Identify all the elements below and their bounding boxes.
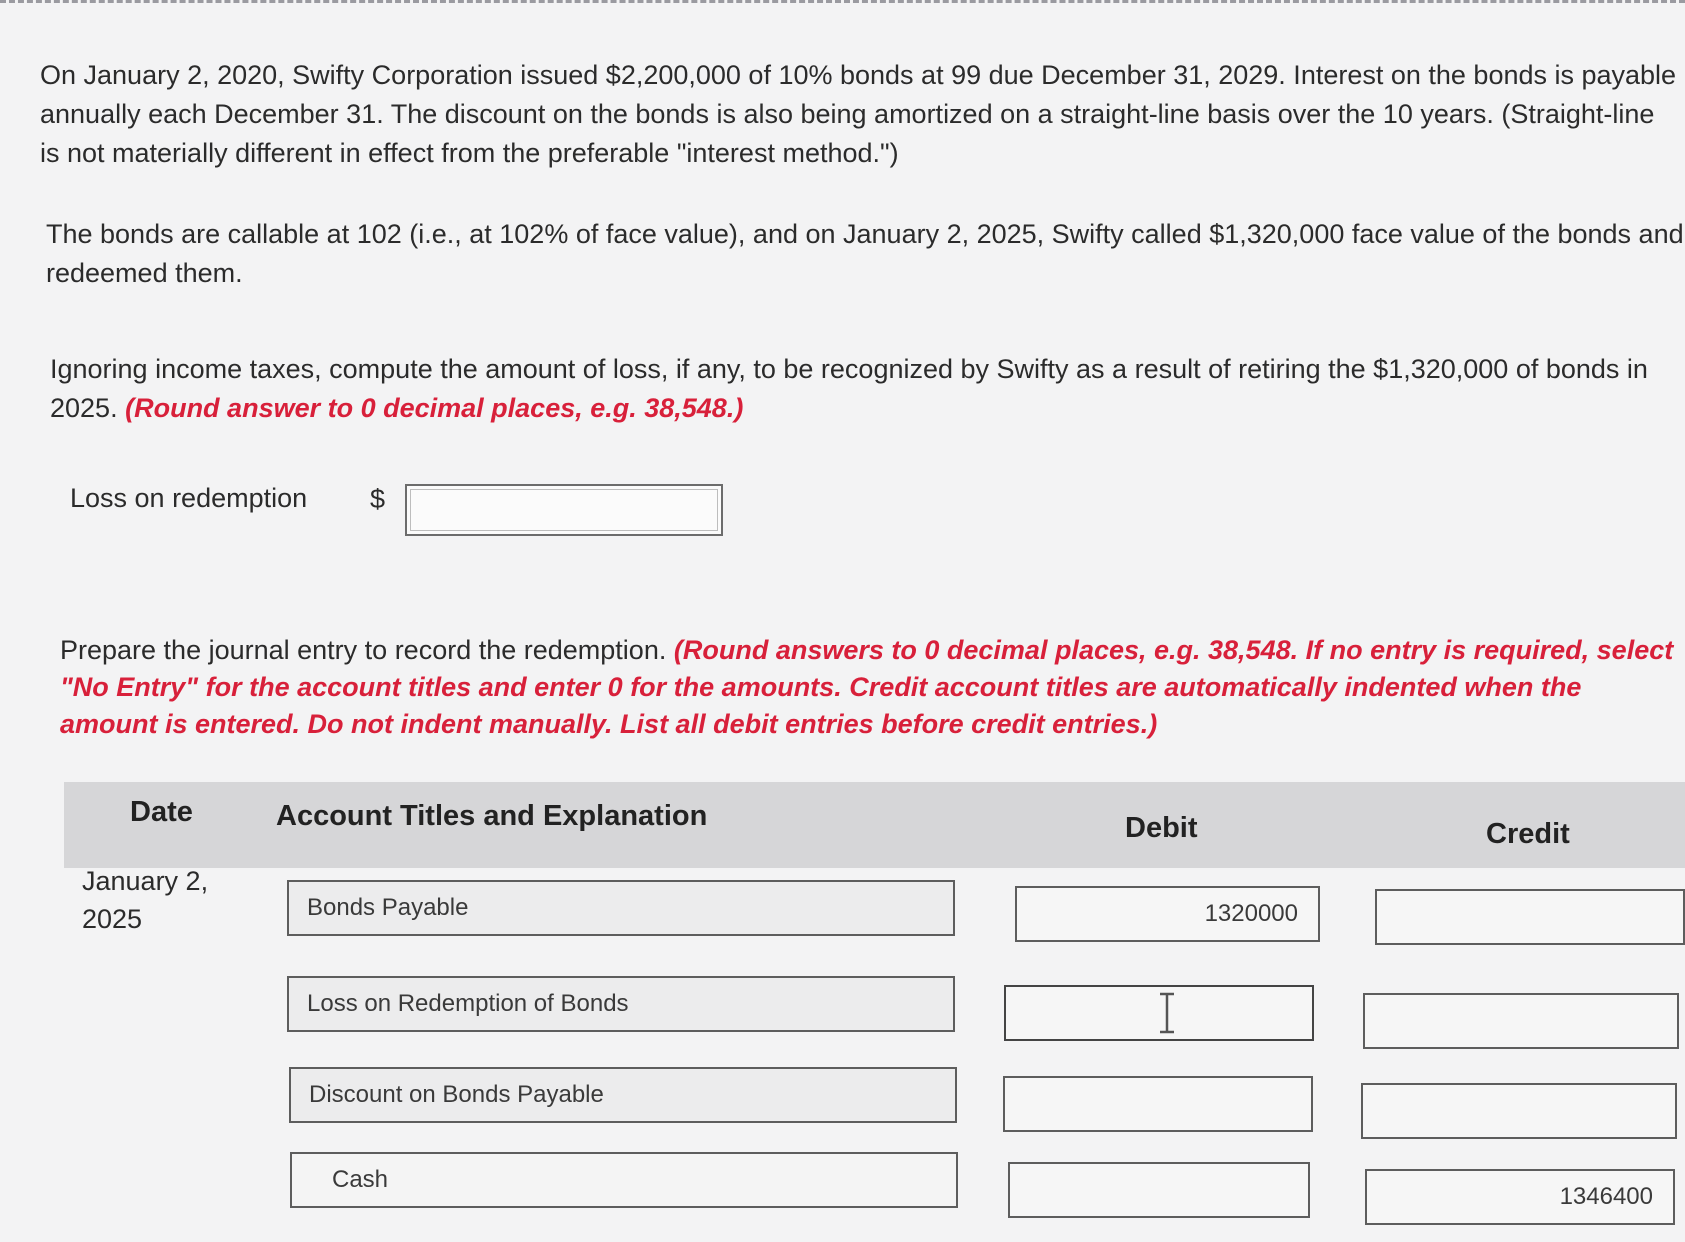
debit-input-1[interactable]: 1320000 <box>1015 886 1320 942</box>
debit-input-3[interactable] <box>1003 1076 1313 1132</box>
journal-instructions <box>60 632 1680 743</box>
journal-prompt: Prepare the journal entry to record the redemption. <box>60 635 667 665</box>
account-title-input-2[interactable]: Loss on Redemption of Bonds <box>287 976 955 1032</box>
header-account-titles: Account Titles and Explanation <box>276 800 708 832</box>
entry-date-line-1: January 2, <box>82 866 209 896</box>
account-title-input-4[interactable]: Cash <box>290 1152 958 1208</box>
credit-input-2[interactable] <box>1363 993 1679 1049</box>
account-title-input-1[interactable]: Bonds Payable <box>287 880 955 936</box>
journal-rounding-instruction: (Round answers to 0 decimal places, e.g. 38,548. If no entry is required, select "No Entry" for the account titles and enter 0 for the amounts. Credit account titles are automatically indented when the amount is entered. Do not indent manually. List all debit entries before credit entries.) <box>60 635 1674 739</box>
problem-paragraph-1: On January 2, 2020, Swifty Corporation issued $2,200,000 of 10% bonds at 99 due December 31, 2029. Interest on the bonds is payable annually each December 31. The discount on the bonds is also being amortized on a straight-line basis over the 10 years. (Straight-line is not materially different in effect from the preferable "interest method.") <box>40 60 1677 168</box>
loss-on-redemption-label: Loss on redemption <box>70 483 308 513</box>
credit-input-3[interactable] <box>1361 1083 1677 1139</box>
entry-date <box>82 862 232 938</box>
problem-paragraph-2: The bonds are callable at 102 (i.e., at 102% of face value), and on January 2, 2025, Swifty called $1,320,000 face value of the bonds and redeemed them. <box>46 219 1684 288</box>
rounding-instruction: (Round answer to 0 decimal places, e.g. 38,548.) <box>125 393 744 423</box>
entry-date-line-2: 2025 <box>82 904 143 934</box>
credit-input-1[interactable] <box>1375 889 1685 945</box>
credit-input-4[interactable]: 1346400 <box>1365 1169 1675 1225</box>
header-debit: Debit <box>1125 812 1198 844</box>
text-cursor-icon <box>1158 992 1176 1034</box>
top-divider <box>0 0 1685 9</box>
header-credit: Credit <box>1486 818 1570 850</box>
question-text: Ignoring income taxes, compute the amount of loss, if any, to be recognized by Swifty as a result of retiring the $1,320,000 of bonds in 2025. <box>50 354 1648 423</box>
currency-symbol: $ <box>370 484 386 514</box>
account-title-input-3[interactable]: Discount on Bonds Payable <box>289 1067 957 1123</box>
problem-paragraph-3 <box>50 350 1685 428</box>
debit-input-4[interactable] <box>1008 1162 1310 1218</box>
header-date: Date <box>130 796 193 828</box>
loss-on-redemption-input[interactable] <box>405 484 723 536</box>
